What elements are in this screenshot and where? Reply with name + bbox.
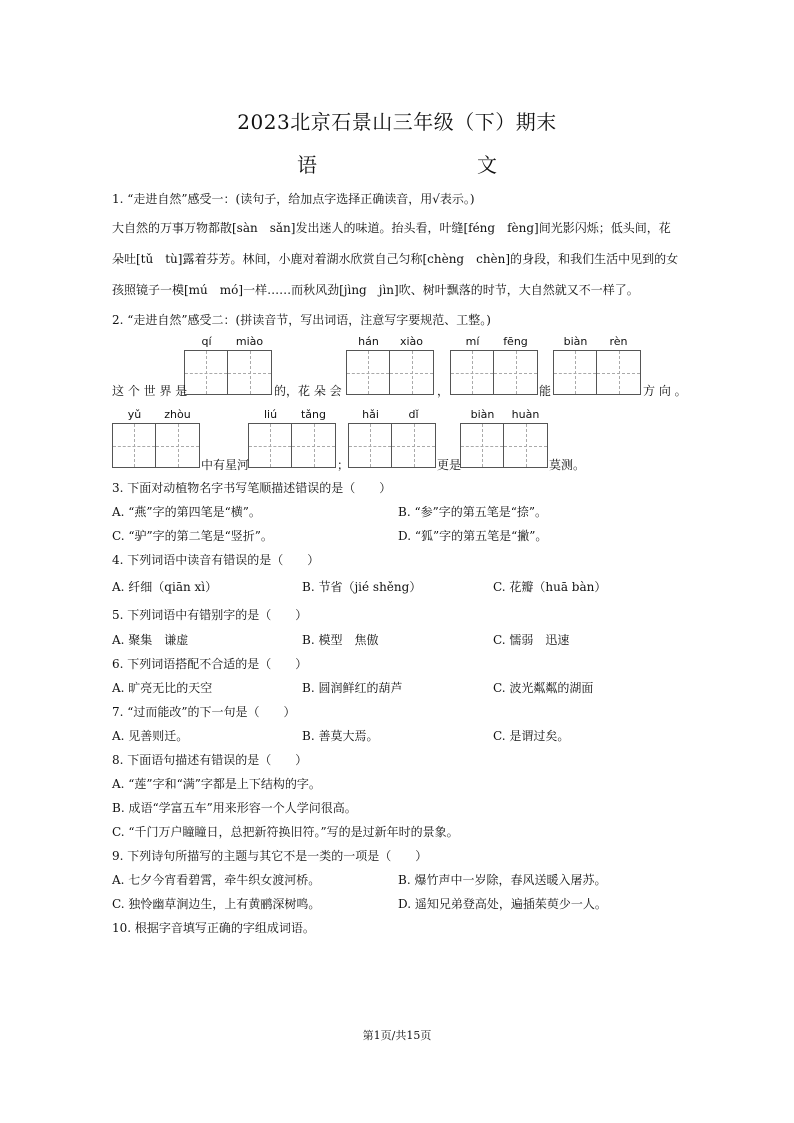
writing-box-qimiao[interactable] xyxy=(184,350,272,395)
q9-option-b[interactable]: B. 爆竹声中一岁除，春风送暖入屠苏。 xyxy=(398,873,607,887)
pinyin-label: zhòu xyxy=(164,408,191,421)
q7-option-a[interactable]: A. 见善则迁。 xyxy=(112,729,189,743)
page-title: 2023北京石景山三年级（下）期末 xyxy=(237,110,557,134)
subject-title: 语 文 xyxy=(297,153,537,177)
q4-stem: 4. 下列词语中读音有错误的是（ ） xyxy=(112,553,320,567)
pinyin-label: liú xyxy=(263,408,278,421)
q5-option-b[interactable]: B. 模型 焦傲 xyxy=(302,633,379,647)
q3-option-a[interactable]: A. “燕”字的第四笔是“横”。 xyxy=(112,505,261,519)
pinyin-label: mí xyxy=(465,335,480,348)
pinyin-label: rèn xyxy=(609,335,628,348)
q8-option-c[interactable]: C. “千门万户瞳瞳日，总把新符换旧符。”写的是过新年时的景象。 xyxy=(112,825,459,839)
q7-option-c[interactable]: C. 是谓过矣。 xyxy=(493,729,570,743)
q2-stem: 2. “走进自然”感受二：(拼读音节，写出词语，注意写字要规范、工整。) xyxy=(112,313,491,327)
q4-option-c[interactable]: C. 花瓣（huā bàn） xyxy=(493,580,607,594)
q4-option-b[interactable]: B. 节省（jié shěng） xyxy=(302,580,422,594)
pinyin-label: biàn xyxy=(563,335,588,348)
pinyin-label: yǔ xyxy=(127,408,142,421)
q2-row2-text: 中有星河 xyxy=(201,458,250,472)
pinyin-label: qí xyxy=(201,335,212,348)
q2-row2-text: ； xyxy=(337,458,350,472)
writing-box-bianhuan[interactable] xyxy=(460,423,548,468)
pinyin-label: tǎng xyxy=(300,408,326,421)
q1-stem: 1. “走进自然”感受一：(读句子，给加点字选择正确读音，用√表示。) xyxy=(112,192,475,206)
writing-box-yuzhou[interactable] xyxy=(112,423,200,468)
writing-box-mifeng[interactable] xyxy=(450,350,538,395)
q10-stem: 10. 根据字音填写正确的字组成词语。 xyxy=(112,921,315,935)
q7-option-b[interactable]: B. 善莫大焉。 xyxy=(302,729,379,743)
q8-option-a[interactable]: A. “莲”字和“满”字都是上下结构的字。 xyxy=(112,777,321,791)
pinyin-label: hán xyxy=(358,335,379,348)
q7-stem: 7. “过而能改”的下一句是（ ） xyxy=(112,705,296,719)
q5-option-c[interactable]: C. 懦弱 迅速 xyxy=(493,633,570,647)
pinyin-label: hǎi xyxy=(362,408,379,421)
writing-box-hanxiao[interactable] xyxy=(346,350,434,395)
q9-stem: 9. 下列诗句所描写的主题与其它不是一类的一项是（ ） xyxy=(112,849,428,863)
q9-option-d[interactable]: D. 遥知兄弟登高处，遍插茱萸少一人。 xyxy=(398,897,607,911)
q4-option-a[interactable]: A. 纤细（qiān xì） xyxy=(112,580,218,594)
q8-option-b[interactable]: B. 成语“学富五车”用来形容一个人学问很高。 xyxy=(112,801,357,815)
pinyin-label: xiào xyxy=(399,335,424,348)
q2-row1-text: 能 xyxy=(539,384,552,398)
pinyin-label: huàn xyxy=(511,408,540,421)
q3-option-c[interactable]: C. “驴”字的第二笔是“竖折”。 xyxy=(112,529,273,543)
q3-option-d[interactable]: D. “狐”字的第五笔是“撇”。 xyxy=(398,529,548,543)
pinyin-label: fēng xyxy=(503,335,528,348)
writing-box-liutang[interactable] xyxy=(248,423,336,468)
page-number: 第1页/共15页 xyxy=(362,1029,432,1042)
q6-option-b[interactable]: B. 圆润鲜红的葫芦 xyxy=(302,681,403,695)
q2-row1-text: 方 向 。 xyxy=(643,384,687,398)
q8-stem: 8. 下面语句描述有错误的是（ ） xyxy=(112,753,308,767)
q6-option-c[interactable]: C. 波光粼粼的湖面 xyxy=(493,681,594,695)
q3-stem: 3. 下面对动植物名字书写笔顺描述错误的是（ ） xyxy=(112,481,392,495)
q5-option-a[interactable]: A. 聚集 谦虚 xyxy=(112,633,189,647)
q1-passage-line-1: 大自然的万事万物都散[sàn sǎn]发出迷人的味道。抬头看，叶缝[féng fèng]间光影闪烁；低头间，花 xyxy=(112,221,671,235)
q2-row1-text: 的，花 朵 会 xyxy=(274,384,342,398)
q9-option-c[interactable]: C. 独怜幽草涧边生，上有黄鹂深树鸣。 xyxy=(112,897,321,911)
q3-option-b[interactable]: B. “参”字的第五笔是“捺”。 xyxy=(398,505,547,519)
q2-row2-text: 更是 xyxy=(437,458,462,472)
q2-row1-text: ， xyxy=(437,384,450,398)
q9-option-a[interactable]: A. 七夕今宵看碧霄，牵牛织女渡河桥。 xyxy=(112,873,321,887)
writing-box-bianren[interactable] xyxy=(553,350,641,395)
writing-box-haidi[interactable] xyxy=(348,423,436,468)
q6-stem: 6. 下列词语搭配不合适的是（ ） xyxy=(112,657,308,671)
q6-option-a[interactable]: A. 旷亮无比的天空 xyxy=(112,681,213,695)
q1-passage-line-3: 孩照镜子一模[mú mó]一样……而秋风劲[jìng jìn]吹、树叶飘落的时节，大自然就又不一样了。 xyxy=(112,283,639,297)
pinyin-label: biàn xyxy=(470,408,495,421)
q5-stem: 5. 下列词语中有错别字的是（ ） xyxy=(112,608,308,622)
pinyin-label: miào xyxy=(235,335,264,348)
q2-row1-text: 这 个 世 界 是 xyxy=(112,384,188,398)
q1-passage-line-2: 朵吐[tǔ tù]露着芬芳。林间，小鹿对着湖水欣赏自己匀称[chèng chèn]的身段，和我们生活中见到的女 xyxy=(112,252,679,266)
pinyin-label: dǐ xyxy=(408,408,419,421)
q2-row2-text: 莫测。 xyxy=(549,458,586,472)
